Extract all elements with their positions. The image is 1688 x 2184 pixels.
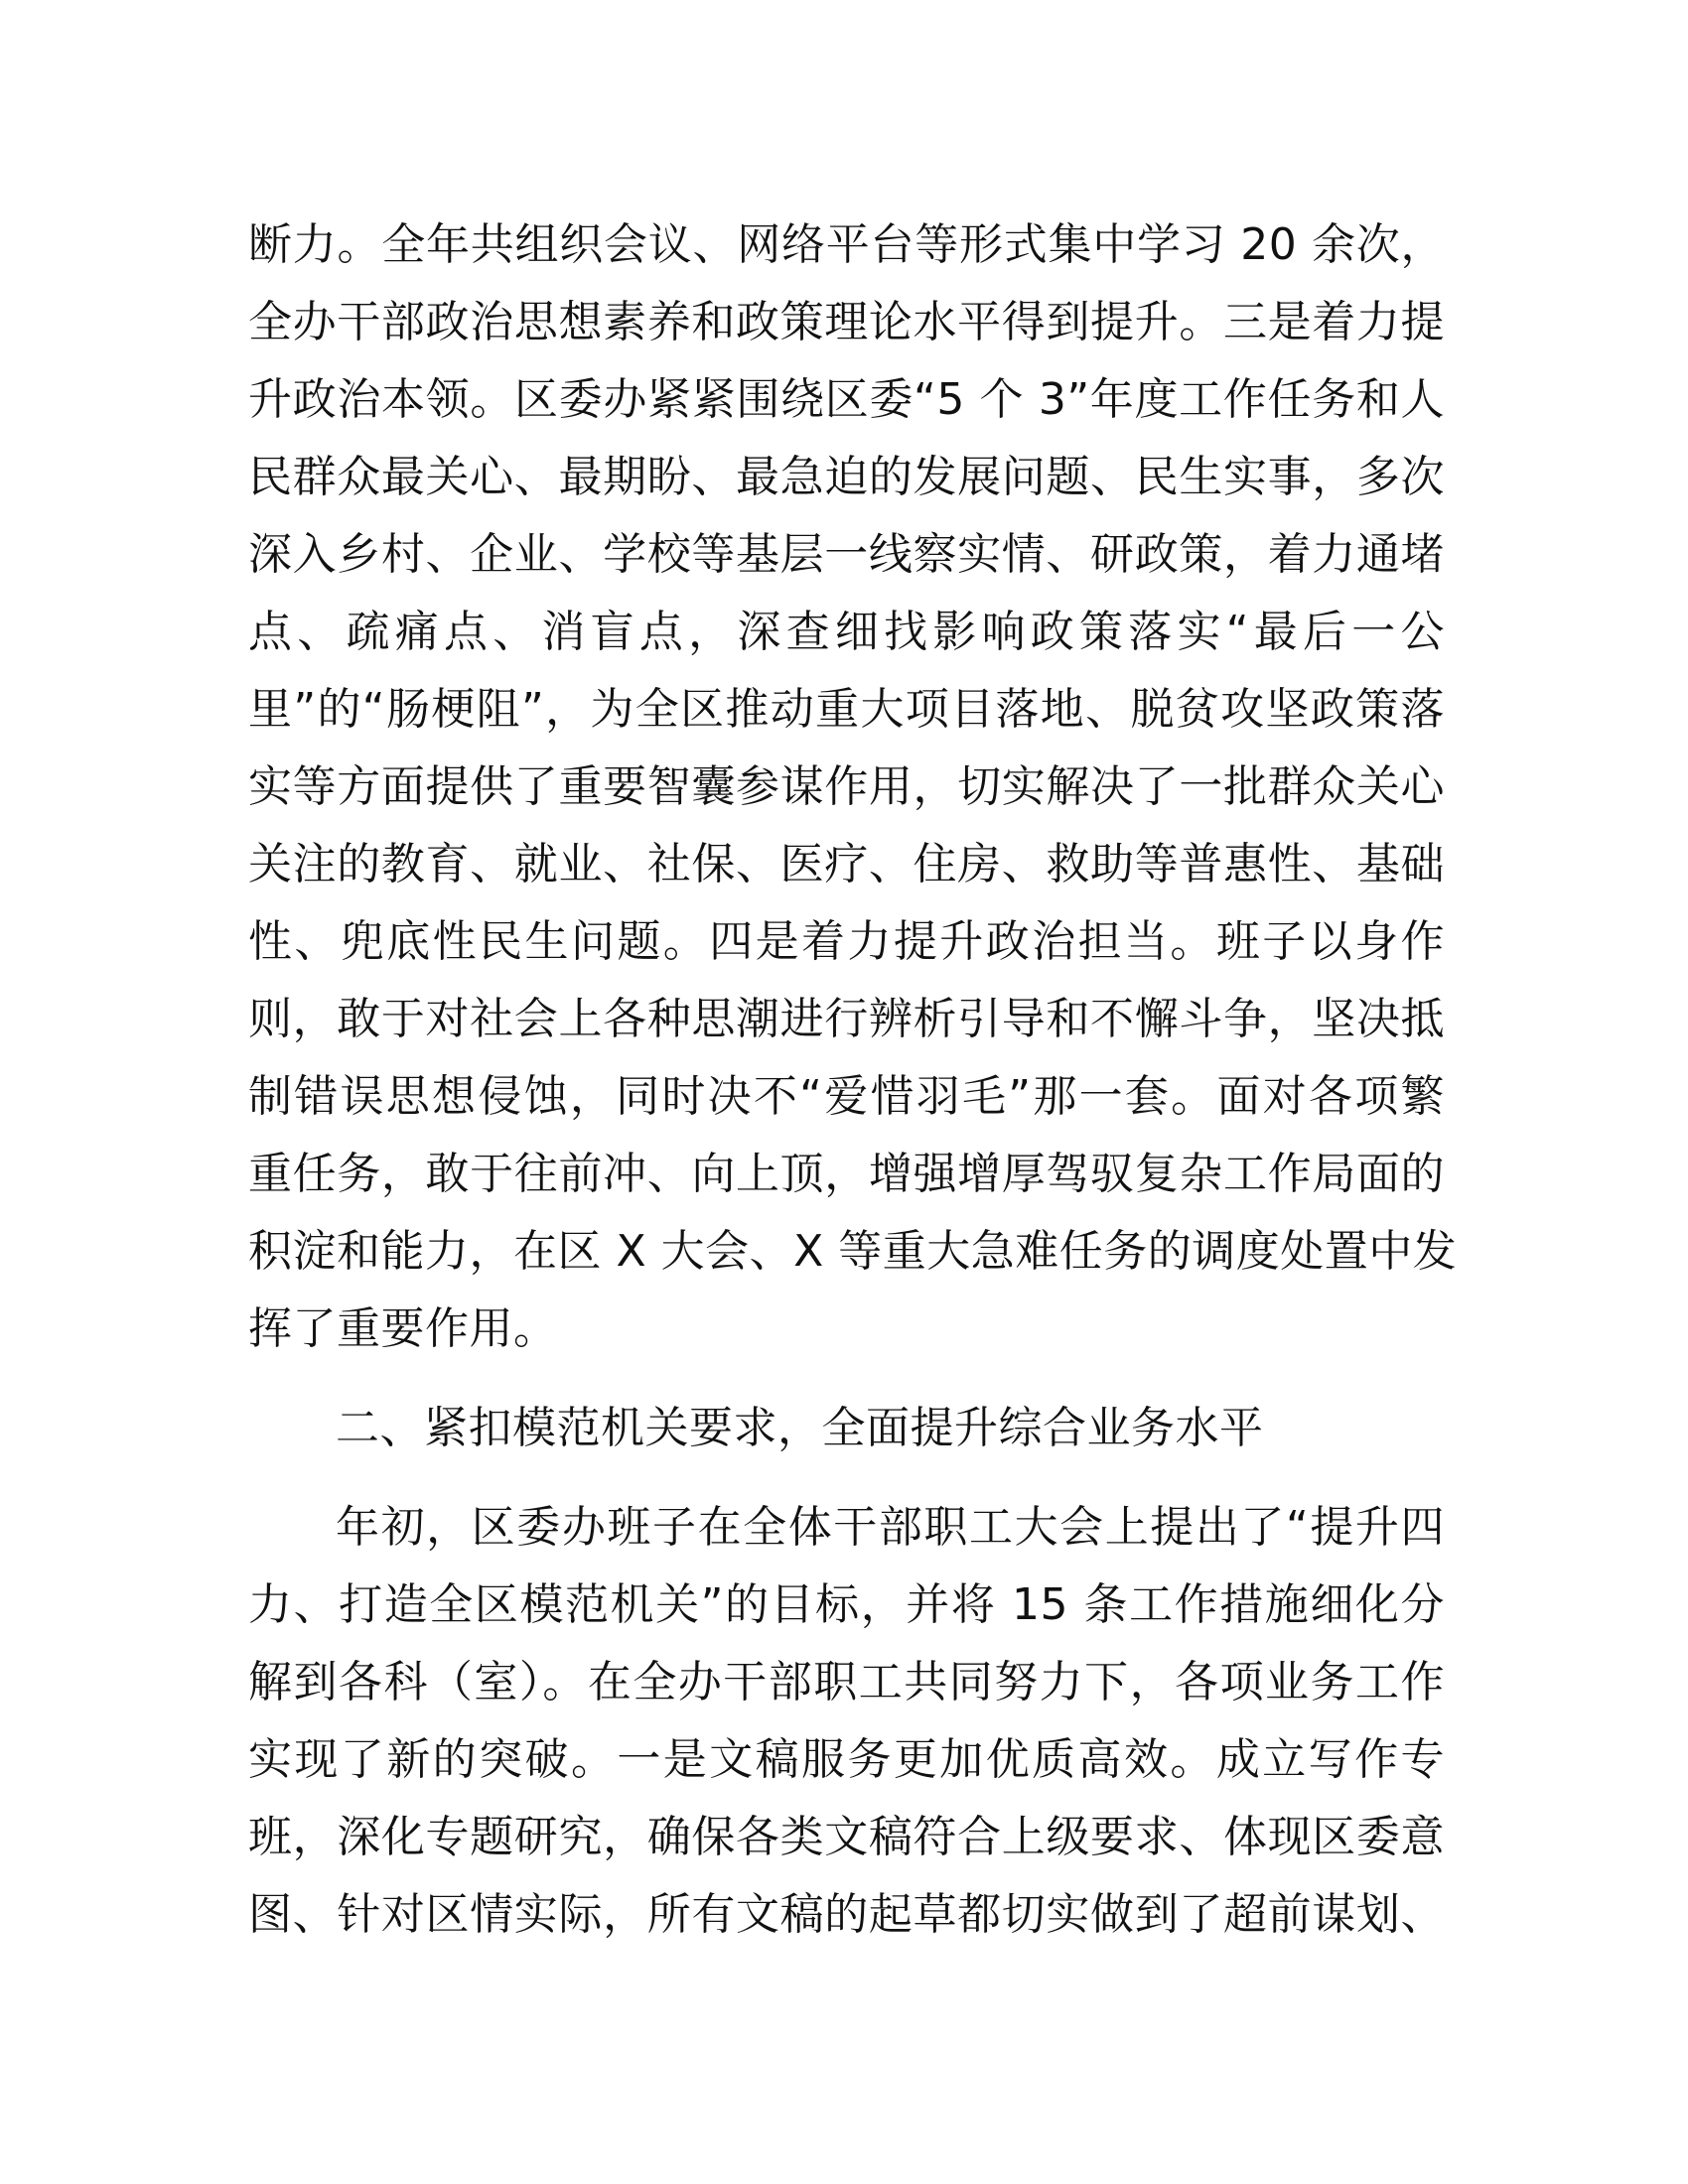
section-heading-text: 二、紧扣模范机关要求，全面提升综合业务水平 [336,1403,1264,1453]
text-line: 挥了重要作用。 [248,1303,558,1354]
text-line: 关注的教育、就业、社保、医疗、住房、救助等普惠性、基础 [248,839,1445,889]
section-heading [248,1390,1445,1467]
paragraph-1 [248,206,1458,1368]
text-line: 解到各科（室）。在全办干部职工共同努力下，各项业务工作 [248,1657,1445,1707]
text-line: 则，敢于对社会上各种思潮进行辨析引导和不懈斗争，坚决抵 [248,994,1445,1044]
text-line: 实等方面提供了重要智囊参谋作用，切实解决了一批群众关心 [248,761,1445,812]
text-line: 班，深化专题研究，确保各类文稿符合上级要求、体现区委意 [248,1812,1445,1862]
text-line: 力、打造全区模范机关”的目标，并将 15 条工作措施细化分 [248,1579,1445,1630]
text-line: 断力。全年共组织会议、网络平台等形式集中学习 20 余次， [248,219,1445,270]
text-line: 年初，区委办班子在全体干部职工大会上提出了“提升四 [336,1502,1445,1553]
text-line: 性、兜底性民生问题。四是着力提升政治担当。班子以身作 [248,916,1445,967]
text-line: 升政治本领。区委办紧紧围绕区委“5 个 3”年度工作任务和人 [248,374,1445,425]
paragraph-2 [248,1489,1445,1954]
text-line: 民群众最关心、最期盼、最急迫的发展问题、民生实事，多次 [248,452,1445,502]
text-line: 点、疏痛点、消盲点，深查细找影响政策落实“最后一公 [248,607,1445,657]
text-line: 制错误思想侵蚀，同时决不“爱惜羽毛”那一套。面对各项繁 [248,1071,1445,1122]
document-body [248,206,1458,1954]
text-line: 实现了新的突破。一是文稿服务更加优质高效。成立写作专 [248,1734,1445,1785]
text-line: 积淀和能力，在区 X 大会、X 等重大急难任务的调度处置中发 [248,1226,1458,1277]
text-line: 里”的“肠梗阻”，为全区推动重大项目落地、脱贫攻坚政策落 [248,684,1445,735]
text-line: 图、针对区情实际，所有文稿的起草都切实做到了超前谋划、 [248,1889,1445,1940]
text-line: 重任务，敢于往前冲、向上顶，增强增厚驾驭复杂工作局面的 [248,1149,1445,1199]
text-line: 深入乡村、企业、学校等基层一线察实情、研政策，着力通堵 [248,529,1445,580]
text-line: 全办干部政治思想素养和政策理论水平得到提升。三是着力提 [248,297,1445,347]
